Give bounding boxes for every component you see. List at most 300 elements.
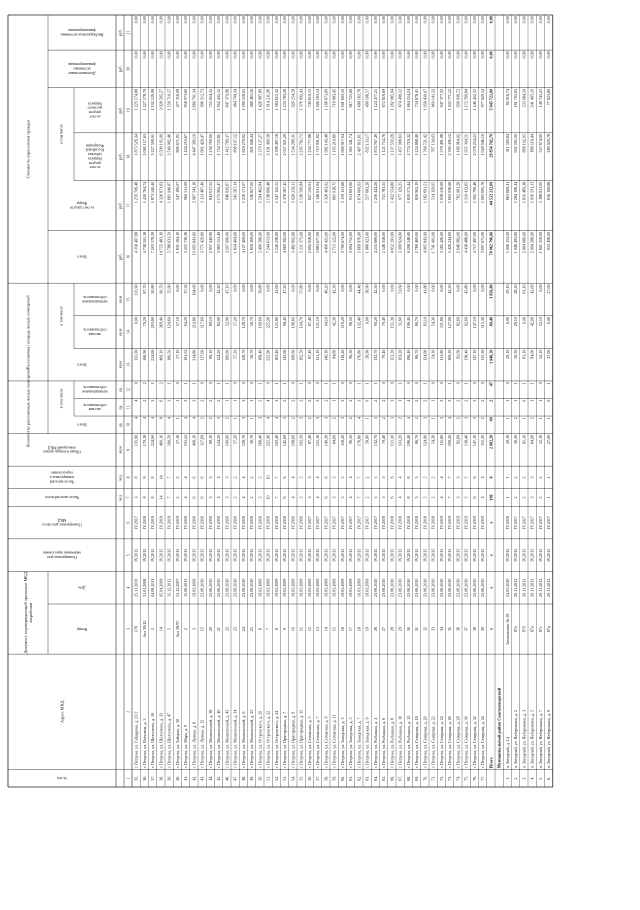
header-document: аварийным [27, 602, 33, 623]
table-cell: 92,60 [463, 316, 469, 327]
table-cell: IV.2019 [438, 516, 444, 530]
table-cell: 41. [183, 775, 189, 781]
column-header: Число жителей всего [44, 495, 80, 500]
table-cell: IV.2017 [323, 516, 329, 530]
table-cell: 1 538 599,84 [298, 181, 304, 204]
table-cell: 480 465,56 [249, 88, 255, 108]
column-header: МКД [57, 518, 67, 523]
table-cell: 0,00 [455, 284, 461, 292]
table-cell: IV.2016 [183, 516, 189, 530]
table-cell: 115,30 [480, 316, 486, 329]
table-cell: 29 [397, 627, 403, 632]
table-cell: 0,00 [257, 51, 263, 59]
table-cell: 1 [537, 399, 543, 402]
table-cell: IV.2015 [381, 548, 387, 562]
table-cell: 5 669 976,00 [356, 231, 362, 254]
table-cell: 36 [455, 627, 461, 632]
table-cell: 3 [381, 496, 387, 499]
table-cell: 1 [232, 417, 238, 420]
table-cell: 52,10 [537, 349, 543, 359]
table-cell: 3 309 624,00 [397, 231, 403, 254]
column-header: за счет средств [69, 205, 95, 210]
table-cell: 4 [265, 399, 271, 402]
header-area-rooms: Расселяемая площадь жилых помещений [25, 295, 31, 369]
column-number: 8 [126, 476, 131, 479]
table-cell: IV.2015 [480, 548, 486, 562]
table-cell: 1 [249, 399, 255, 402]
table-cell: IV.2015 [529, 548, 535, 562]
table-cell: 827 530,01 [306, 181, 312, 201]
table-cell: 767 130,63 [430, 134, 436, 153]
table-cell: 28 [389, 627, 395, 632]
table-cell: 121,80 [273, 316, 279, 329]
table-cell: г. Петроза, ул. Рыбацкая, д. 6 [381, 717, 387, 769]
table-cell: 1 [166, 382, 172, 385]
table-cell: 74. [455, 775, 461, 781]
table-cell: 3 [323, 417, 329, 420]
table-cell: 108,60 [290, 349, 296, 361]
table-cell: IV.2015 [422, 548, 428, 562]
table-cell: 29,10 [504, 434, 510, 445]
table-cell: 8 [133, 476, 139, 479]
table-cell: 1 888 923,00 [364, 231, 370, 254]
table-cell: 874 496,12 [397, 88, 403, 108]
table-cell: 6 [389, 476, 395, 479]
table-cell: 44 532 212,09 [488, 181, 494, 206]
table-cell: 1 818 279,92 [240, 134, 246, 156]
table-cell: 1 384 615,32 [273, 88, 279, 111]
table-cell: г. Петроза, ул. Северная, д. 20 [422, 716, 428, 769]
column-number: 5 [126, 554, 131, 557]
table-cell: 1 916 591,13 [529, 181, 535, 204]
table-cell: 1 [546, 496, 552, 499]
table-cell: 4 [166, 417, 172, 420]
table-cell: 111,80 [438, 434, 444, 446]
column-header: собственность [83, 294, 107, 299]
table-cell: 0,00 [348, 16, 354, 24]
table-cell: IV.2017 [331, 516, 337, 530]
table-cell: 27 [381, 627, 387, 632]
table-cell: 1 [537, 417, 543, 420]
table-cell: 23.06.2010 [422, 578, 428, 597]
table-cell: 0,00 [282, 51, 288, 59]
table-cell: 89,10 [207, 434, 213, 445]
table-cell: 4 717 497,00 [471, 231, 477, 254]
table-cell: 20.11.2012 [513, 578, 519, 597]
column-header: Федерации [86, 143, 104, 148]
table-cell: 1 052 435,12 [216, 88, 222, 111]
table-cell: IV.2015 [537, 548, 543, 562]
column-number: 17 [126, 203, 131, 208]
table-cell: 0 [521, 399, 527, 402]
table-cell: IV.2019 [158, 516, 164, 530]
column-number: 3 [126, 628, 131, 631]
table-cell: 1 258 769,00 [207, 134, 213, 156]
column-number: 7 [126, 496, 131, 499]
table-cell: Акт 38/97 [174, 620, 180, 638]
table-cell: 58. [323, 775, 329, 781]
table-cell: 31 [414, 627, 420, 632]
table-cell: 2 [290, 399, 296, 402]
table-cell: IV.2015 [372, 548, 378, 562]
table-cell: 58,90 [364, 284, 370, 294]
table-cell: 751 783,55 [381, 181, 387, 201]
table-cell: 2 [150, 628, 156, 631]
table-cell: 15 [199, 627, 205, 632]
table-cell: 1 579 491,98 [438, 134, 444, 156]
table-cell: 0,00 [463, 51, 469, 59]
table-cell: 22 [224, 627, 230, 632]
table-cell: 27,00 [546, 434, 552, 445]
table-cell: 145,60 [282, 434, 288, 447]
table-cell: IV.2017 [372, 516, 378, 530]
table-cell: г. Петроза, ул. Мелентьевой, д. 14 [232, 709, 238, 769]
table-cell: 4 447 399,10 [191, 134, 197, 156]
table-cell: 151,30 [389, 316, 395, 329]
table-cell: 858 973,60 [183, 88, 189, 108]
table-cell: 16 [339, 627, 345, 632]
table-cell: 145,60 [282, 349, 288, 361]
table-cell: 100,00 [224, 434, 230, 447]
table-cell: 1 457 998,63 [397, 134, 403, 156]
table-cell: 0,00 [504, 316, 510, 325]
table-cell: 132,70 [372, 434, 378, 447]
table-cell: 6 [323, 496, 329, 499]
table-cell: 81,10 [521, 434, 527, 445]
table-cell: 0,00 [513, 51, 519, 59]
table-cell: 314,80 [191, 349, 197, 361]
table-cell: 72. [438, 775, 444, 781]
table-cell: IV.2015 [133, 548, 139, 562]
table-cell: Итого [488, 757, 494, 769]
table-cell: 1 282 085,94 [389, 88, 395, 111]
table-cell: IV.2015 [323, 548, 329, 562]
table-cell: 124,90 [422, 349, 428, 361]
table-cell: 3 [240, 399, 246, 402]
table-cell: 162,50 [298, 434, 304, 447]
table-cell: 49 [488, 417, 494, 422]
table-cell: 14 [323, 627, 329, 632]
table-cell: 224,60 [150, 434, 156, 447]
table-cell: 0,00 [282, 16, 288, 24]
table-cell: 0,00 [141, 16, 147, 24]
table-cell: 2 [537, 496, 543, 499]
table-cell: 2 549 982,46 [166, 134, 172, 156]
table-cell: 899 118,44 [529, 134, 535, 153]
table-cell: 2 804 089,00 [521, 231, 527, 254]
table-cell: 0 [133, 382, 139, 385]
table-cell: 7 [166, 496, 172, 499]
table-cell: 1 681 940,87 [166, 181, 172, 204]
table-cell: 1 434 253,67 [183, 134, 189, 156]
table-cell: 1 233 783,26 [282, 88, 288, 111]
table-cell: 616 108,68 [546, 181, 552, 201]
table-cell: 2 [348, 417, 354, 420]
table-cell: x [488, 554, 494, 557]
table-cell: 0,00 [438, 16, 444, 24]
table-cell: 176,80 [356, 434, 362, 447]
table-cell: 0 [315, 382, 321, 385]
table-cell: 0,00 [166, 51, 172, 59]
table-cell: 121,10 [315, 349, 321, 361]
table-cell: г. Петроза, ул. Северная, д. 32 [471, 716, 477, 769]
table-cell: 103,20 [397, 434, 403, 447]
table-cell: 5 [422, 476, 428, 479]
table-cell: 2 080 157,63 [141, 134, 147, 156]
table-cell: IV.2019 [463, 516, 469, 530]
table-cell: г. Петроза, ул. Сегежская, д. 5 [306, 716, 312, 769]
table-cell: IV.2017 [546, 516, 552, 530]
table-cell: 61. [348, 775, 354, 781]
table-cell: 1 661 429,47 [199, 134, 205, 156]
table-cell: 0,00 [422, 51, 428, 59]
table-cell: 0,00 [480, 51, 486, 59]
table-cell: 23.06.2010 [405, 578, 411, 597]
table-cell: 0 [339, 382, 345, 385]
table-cell: 96,50 [348, 316, 354, 327]
table-cell: 2 497 811,61 [356, 134, 362, 156]
table-cell: 663 689,41 [504, 181, 510, 201]
table-cell: 118,20 [339, 349, 345, 361]
table-cell: 0 [240, 382, 246, 385]
table-cell: IV.2015 [447, 548, 453, 562]
table-cell: 2 [537, 476, 543, 479]
table-cell: 0,00 [306, 51, 312, 59]
table-cell: 2 [249, 496, 255, 499]
table-cell: 0 [430, 382, 436, 385]
table-cell: 460,10 [158, 349, 164, 361]
table-cell: x [488, 521, 494, 524]
table-cell: IV.2016 [504, 516, 510, 530]
table-cell: 1 955 304,51 [463, 134, 469, 156]
table-cell: 2 [529, 417, 535, 420]
table-cell: 3 [191, 399, 197, 402]
table-cell: 10 [265, 495, 271, 500]
table-cell: 4 [265, 417, 271, 420]
table-cell: IV.2018 [405, 516, 411, 530]
table-cell: 65. [381, 775, 387, 781]
table-cell: 132,70 [372, 349, 378, 361]
table-cell: 2 [306, 399, 312, 402]
table-cell: 2 [372, 399, 378, 402]
table-cell: IV.2017 [537, 516, 543, 530]
table-cell: IV.2016 [232, 516, 238, 530]
table-cell: x [488, 628, 494, 631]
table-cell: 0,00 [191, 16, 197, 24]
table-cell: 23.06.2010 [463, 578, 469, 597]
table-cell: 0,00 [232, 51, 238, 59]
table-cell: 42,30 [331, 284, 337, 294]
table-cell: 4 [191, 417, 197, 420]
table-cell: 4 [447, 417, 453, 420]
column-header: Всего [77, 422, 87, 427]
table-cell: 1 982 143,48 [323, 134, 329, 156]
table-cell: 6 [191, 496, 197, 499]
table-cell: 1 376 992,43 [298, 88, 304, 111]
table-cell: 56,70 [249, 316, 255, 327]
table-cell: 66. [389, 775, 395, 781]
table-cell: 0,00 [339, 284, 345, 292]
table-cell: 10 095 643,60 [191, 231, 197, 256]
table-cell: 2 [290, 417, 296, 420]
table-cell: IV.2018 [141, 516, 147, 530]
table-cell: 2 [207, 417, 213, 420]
table-cell: 0,00 [389, 16, 395, 24]
table-cell: 233 084,10 [521, 88, 527, 108]
column-header: бюджета [87, 101, 103, 106]
table-cell: 166,90 [141, 349, 147, 361]
table-cell: г. Петроза, ул. Пригородная, д. 9 [290, 711, 296, 769]
table-cell: IV.2015 [455, 548, 461, 562]
table-cell: 89,10 [207, 316, 213, 327]
table-cell: 10 [265, 475, 271, 480]
table-cell: 5 211 375,00 [298, 231, 304, 254]
table-cell: 56,70 [249, 434, 255, 445]
table-cell: 0,00 [216, 16, 222, 24]
table-cell: IV.2018 [422, 516, 428, 530]
table-cell: 117,60 [199, 349, 205, 361]
table-cell: 0,00 [529, 16, 535, 24]
table-cell: 6 [158, 399, 164, 402]
table-cell: 5 400 588,00 [257, 231, 263, 254]
table-cell: 14 [158, 475, 164, 480]
table-cell: 36. [141, 775, 147, 781]
table-cell: 4 [348, 496, 354, 499]
column-number: 12 [126, 387, 131, 392]
table-cell: 3 [438, 399, 444, 402]
table-cell: 101,52 [183, 434, 189, 447]
table-cell: 6 [389, 496, 395, 499]
table-cell: 0,00 [240, 284, 246, 292]
table-cell: 1 [331, 399, 337, 402]
table-cell: 4 [405, 417, 411, 420]
table-cell: 1 556 710,17 [166, 88, 172, 111]
unit-label: ед. [118, 387, 123, 392]
table-cell: 0,00 [183, 51, 189, 59]
table-cell: 0,00 [150, 16, 156, 24]
table-cell: 42,00 [529, 316, 535, 327]
table-cell: 4 [315, 496, 321, 499]
table-cell: 14 [158, 627, 164, 632]
table-cell: 103,20 [397, 349, 403, 361]
table-cell: 0 [265, 382, 271, 385]
table-cell: 135,90 [133, 349, 139, 361]
table-cell: 19.03.2009 [306, 578, 312, 597]
table-cell: IV.2015 [471, 548, 477, 562]
table-cell: 24 [240, 627, 246, 632]
table-cell: IV.2015 [249, 548, 255, 562]
column-number: 1 [126, 777, 131, 780]
unit-label: чел. [118, 494, 123, 501]
table-cell: 47 [488, 382, 494, 387]
table-cell: 1 172 769,84 [463, 88, 469, 111]
table-cell: 5 [339, 476, 345, 479]
table-cell: 6 [282, 496, 288, 499]
table-cell: 0,00 [298, 51, 304, 59]
table-cell: 1 [232, 399, 238, 402]
table-cell: г. Петроза, ул. Северная, д. 22 [430, 716, 436, 769]
table-cell: 3 [191, 628, 197, 631]
table-cell: 0,00 [216, 51, 222, 59]
table-cell: 4 [183, 496, 189, 499]
table-cell: 1 628 946,10 [480, 134, 486, 156]
column-header: субъекта [87, 152, 103, 157]
table-cell: 75. [463, 775, 469, 781]
table-cell: 1 801 350,00 [537, 231, 543, 254]
table-cell: 2 [199, 417, 205, 420]
table-cell: 98,40 [282, 316, 288, 327]
table-cell: 460 141,32 [430, 88, 436, 108]
table-cell: IV.2019 [166, 516, 172, 530]
table-cell: 0,00 [537, 51, 543, 59]
table-cell: п. Звездный, ул. Набережная, д. 7 [537, 709, 543, 769]
table-cell: 94,10 [323, 316, 329, 327]
table-cell: 1 850 469,38 [521, 181, 527, 204]
table-cell: 04.08.2011 [150, 578, 156, 597]
table-cell: IV.2015 [232, 548, 238, 562]
table-cell: 41,60 [273, 284, 279, 294]
table-cell: 1 378 587,45 [282, 181, 288, 204]
table-cell: г. Петроза, ул. Северная, д. 28 [455, 716, 461, 769]
table-cell: 0,00 [364, 51, 370, 59]
table-cell: 6. [546, 776, 552, 780]
table-cell: IV.2015 [348, 548, 354, 562]
table-cell: 2 057 021,29 [282, 134, 288, 156]
table-cell: IV.2016 [240, 516, 246, 530]
table-cell: 196,40 [405, 316, 411, 329]
table-cell: 4 [183, 417, 189, 420]
table-cell: 100,00 [224, 349, 230, 361]
table-cell: 801 046,44 [249, 134, 255, 153]
table-cell: 0,00 [488, 51, 494, 59]
table-cell: 3 [339, 399, 345, 402]
table-cell: 42,20 [447, 284, 453, 294]
table-cell: 05.04.2009 [158, 578, 164, 597]
table-cell: 1 [529, 399, 535, 402]
table-cell: 5 788 633,50 [166, 231, 172, 254]
table-cell: 87а [513, 626, 519, 633]
table-cell: 4 [216, 496, 222, 499]
table-cell: IV.2015 [265, 548, 271, 562]
table-cell: IV.2015 [224, 548, 230, 562]
table-cell: x [488, 586, 494, 589]
column-header: источники [73, 66, 91, 71]
table-cell: 39 [480, 627, 486, 632]
table-cell: 0 [471, 382, 477, 385]
table-cell: 1 [364, 382, 370, 385]
unit-label: кв.м [118, 328, 123, 336]
unit-label: кв.м [118, 361, 123, 369]
table-cell: г. Петроза, ул. Рыбацкая, д. 10 [397, 715, 403, 769]
table-cell: 56,70 [249, 349, 255, 359]
table-cell: 0,00 [249, 51, 255, 59]
table-cell: 1 754 725,81 [216, 134, 222, 156]
table-cell: 4 [438, 496, 444, 499]
table-cell: 734 678,41 [414, 88, 420, 108]
table-cell: 0,00 [249, 16, 255, 24]
table-cell: 117,60 [199, 316, 205, 329]
table-cell: 27,00 [546, 349, 552, 359]
table-cell: 0 [364, 399, 370, 402]
table-cell: 1 594 462,84 [257, 181, 263, 204]
table-cell: 699 936,72 [455, 88, 461, 108]
table-cell: 1 [430, 417, 436, 420]
table-cell: 2 390 436,12 [447, 134, 453, 156]
table-cell: 3 771 429,60 [199, 231, 205, 254]
table-cell: 1 090 558,01 [240, 88, 246, 111]
table-cell: 5 [463, 476, 469, 479]
table-cell: 0,00 [430, 284, 436, 292]
